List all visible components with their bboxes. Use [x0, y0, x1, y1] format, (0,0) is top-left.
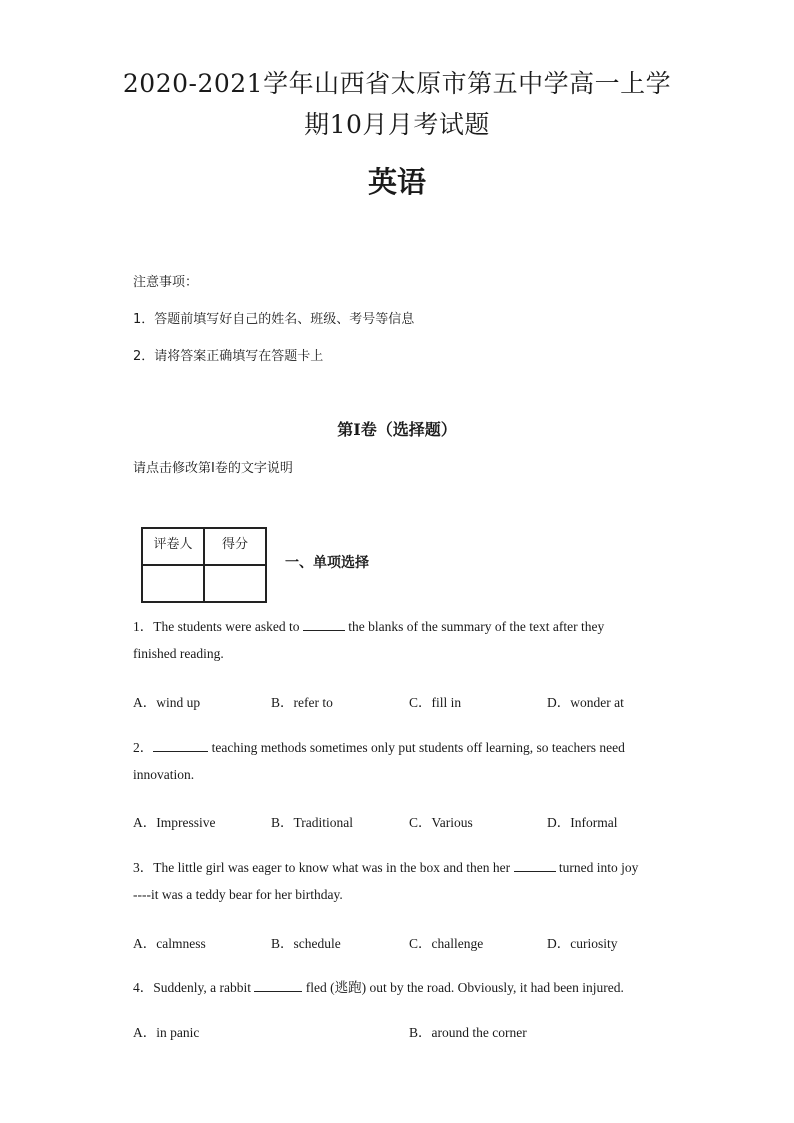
question-2-stem-line2: innovation.: [133, 767, 195, 782]
notice-item-2: 2．请将答案正确填写在答题卡上: [133, 349, 324, 364]
question-3-stem-line2: ----it was a teddy bear for her birthday.: [133, 887, 343, 902]
question-4-stem: [133, 976, 624, 996]
subject-title: 英语: [367, 165, 426, 199]
question-3-option-a[interactable]: A．calmness: [133, 936, 206, 951]
part1-description[interactable]: 请点击修改第I卷的文字说明: [133, 461, 293, 476]
notice-heading: 注意事项：: [133, 275, 199, 290]
score-cell: [204, 565, 266, 602]
answer-blank: [303, 618, 345, 631]
question-1-stem: [133, 615, 604, 635]
question-2-text-a: 2．: [133, 740, 154, 755]
question-3-stem: [133, 856, 638, 876]
document-title-line1: 2020-2021学年山西省太原市第五中学高一上学: [122, 69, 672, 98]
answer-blank: [514, 859, 556, 872]
answer-blank: [254, 979, 302, 992]
part1-title: 第I卷（选择题）: [337, 420, 457, 439]
answer-blank: [153, 739, 208, 752]
score-header: 得分: [204, 528, 266, 565]
question-4-text-b: fled (逃跑) out by the road. Obviously, it had been injured.: [302, 980, 624, 995]
question-2-option-d[interactable]: D．Informal: [547, 815, 618, 830]
question-1-text-a: 1．The students were asked to: [133, 619, 303, 634]
question-3-option-b[interactable]: B．schedule: [271, 936, 341, 951]
question-2-stem: [133, 736, 625, 756]
notice-item-1: 1．答题前填写好自己的姓名、班级、考号等信息: [133, 312, 415, 327]
question-1-stem-line2: finished reading.: [133, 646, 224, 661]
question-2-text-b: teaching methods sometimes only put students off learning, so teachers need: [208, 740, 625, 755]
section1-title: 一、单项选择: [285, 555, 369, 571]
question-2-option-a[interactable]: A．Impressive: [133, 815, 216, 830]
question-3-option-c[interactable]: C．challenge: [409, 936, 484, 951]
question-1-option-d[interactable]: D．wonder at: [547, 695, 624, 710]
grader-cell: [142, 565, 204, 602]
question-4-option-b[interactable]: B．around the corner: [409, 1025, 527, 1040]
question-1-text-b: the blanks of the summary of the text after they: [344, 619, 605, 634]
question-3-option-d[interactable]: D．curiosity: [547, 936, 618, 951]
question-3-text-a: 3．The little girl was eager to know what was in the box and then her: [133, 860, 514, 875]
question-3-text-b: turned into joy: [555, 860, 639, 875]
question-2-option-b[interactable]: B．Traditional: [271, 815, 354, 830]
question-1-option-a[interactable]: A．wind up: [133, 695, 201, 710]
document-title-line2: 期10月月考试题: [304, 110, 490, 139]
question-4-option-a[interactable]: A．in panic: [133, 1025, 200, 1040]
question-2-option-c[interactable]: C．Various: [409, 815, 473, 830]
grader-header: 评卷人: [142, 528, 204, 565]
question-1-option-c[interactable]: C．fill in: [409, 695, 462, 710]
grading-table: [141, 527, 267, 603]
question-1-option-b[interactable]: B．refer to: [271, 695, 333, 710]
question-4-text-a: 4．Suddenly, a rabbit: [133, 980, 255, 995]
